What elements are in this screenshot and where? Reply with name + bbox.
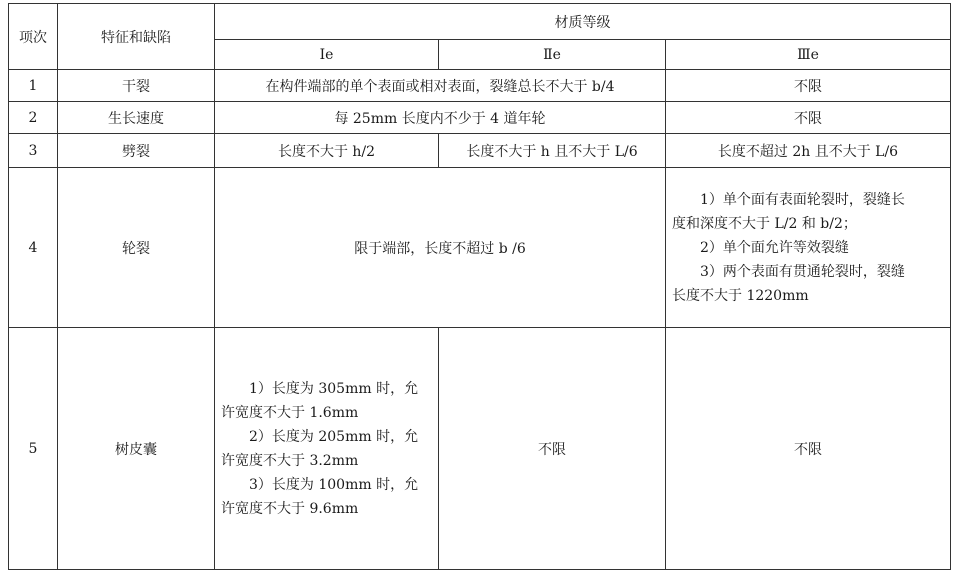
table-row bbox=[9, 70, 951, 102]
header-grade: 材质等级 bbox=[215, 4, 951, 40]
header-grade-3: Ⅲe bbox=[666, 40, 951, 70]
row-feature: 轮裂 bbox=[58, 168, 215, 328]
table-row bbox=[9, 328, 951, 570]
text-line: 许宽度不大于 9.6mm bbox=[221, 500, 359, 517]
row-no: 2 bbox=[9, 102, 58, 134]
row-grade-1-2: 在构件端部的单个表面或相对表面，裂缝总长不大于 b/4 bbox=[215, 70, 666, 102]
row-grade-1: 长度不大于 h/2 bbox=[215, 134, 439, 168]
row-grade-2: 长度不大于 h 且不大于 L/6 bbox=[439, 134, 666, 168]
row-grade-1-2: 限于端部，长度不超过 b /6 bbox=[215, 168, 666, 328]
table-row bbox=[9, 134, 951, 168]
text-line: 2）单个面允许等效裂缝 bbox=[700, 239, 849, 256]
row-feature: 干裂 bbox=[58, 70, 215, 102]
header-feature: 特征和缺陷 bbox=[58, 4, 215, 70]
text-line: 许宽度不大于 3.2mm bbox=[221, 452, 359, 469]
text-line: 2）长度为 205mm 时，允 bbox=[249, 428, 419, 445]
text-line: 度和深度不大于 L/2 和 b/2； bbox=[672, 215, 857, 232]
text-line: 1）单个面有表面轮裂时，裂缝长 bbox=[700, 191, 905, 208]
row-feature: 劈裂 bbox=[58, 134, 215, 168]
defect-grade-table bbox=[8, 3, 951, 570]
row-grade-3: 不限 bbox=[666, 70, 951, 102]
row-grade-3: 不限 bbox=[666, 328, 951, 570]
table-row bbox=[9, 102, 951, 134]
row-no: 3 bbox=[9, 134, 58, 168]
row-grade-2: 不限 bbox=[439, 328, 666, 570]
row-grade-3: 长度不超过 2h 且不大于 L/6 bbox=[666, 134, 951, 168]
row-feature: 树皮囊 bbox=[58, 328, 215, 570]
row-grade-1-2: 每 25mm 长度内不少于 4 道年轮 bbox=[215, 102, 666, 134]
header-grade-2: Ⅱe bbox=[439, 40, 666, 70]
row-grade-3 bbox=[666, 168, 951, 328]
row-grade-1 bbox=[215, 328, 439, 570]
header-item-no: 项次 bbox=[9, 4, 58, 70]
table-row bbox=[9, 168, 951, 328]
text-line: 1）长度为 305mm 时，允 bbox=[249, 380, 419, 397]
row-no: 5 bbox=[9, 328, 58, 570]
header-grade-1: Ⅰe bbox=[215, 40, 439, 70]
row-no: 1 bbox=[9, 70, 58, 102]
row-grade-3: 不限 bbox=[666, 102, 951, 134]
text-line: 长度不大于 1220mm bbox=[672, 287, 809, 304]
text-line: 3）长度为 100mm 时，允 bbox=[249, 476, 419, 493]
row-no: 4 bbox=[9, 168, 58, 328]
text-line: 许宽度不大于 1.6mm bbox=[221, 404, 359, 421]
text-line: 3）两个表面有贯通轮裂时，裂缝 bbox=[700, 263, 905, 280]
row-feature: 生长速度 bbox=[58, 102, 215, 134]
